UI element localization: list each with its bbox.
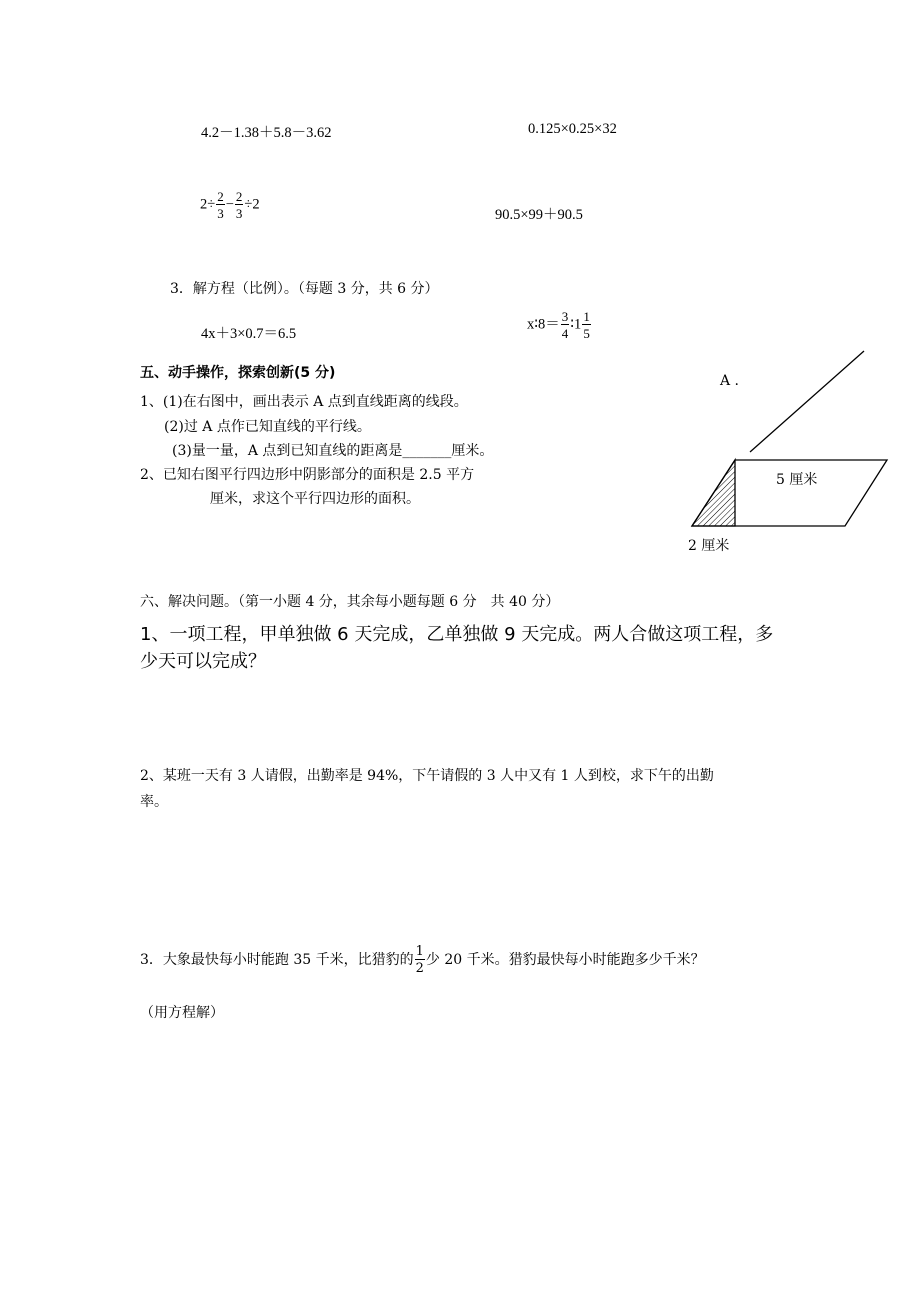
fraction: $\frac{2}{3}$ — [217, 189, 224, 221]
calc-expression-4: 90.5×99＋90.5 — [495, 207, 583, 223]
fraction: $\frac{1}{2}$ — [415, 944, 424, 976]
shaded-triangle — [692, 460, 735, 526]
expr-part: ∶1 — [570, 316, 582, 333]
given-line — [750, 351, 864, 452]
section-6-q2-line2: 率。 — [140, 794, 168, 810]
section-6-q2-line1: 2、某班一天有 3 人请假，出勤率是 94%，下午请假的 3 人中又有 1 人到校，求下午的出勤 — [140, 768, 714, 784]
section-5-q2-b: 厘米，求这个平行四边形的面积。 — [210, 491, 420, 507]
expr-part: ÷2 — [244, 196, 260, 213]
calc-expression-3 — [200, 190, 260, 220]
section-5-q1-a: 1、(1)在右图中，画出表示 A 点到直线距离的线段。 — [140, 394, 468, 410]
top-side-label: 5 厘米 — [776, 472, 818, 488]
geometry-figure — [680, 345, 910, 560]
section-6-heading: 六、解决问题。（第一小题 4 分，其余每小题每题 6 分 共 40 分） — [140, 594, 560, 610]
section-6-q1-line2: 少天可以完成？ — [140, 651, 266, 672]
expr-part: 2÷ — [200, 196, 216, 213]
fraction: $\frac{2}{3}$ — [235, 189, 243, 221]
fraction: $\frac{3}{4}$ — [561, 309, 569, 341]
bottom-side-label: 2 厘米 — [688, 538, 730, 554]
section-6-q1-line1: 1、一项工程，甲单独做 6 天完成，乙单独做 9 天完成。两人合做这项工程，多 — [140, 624, 774, 645]
section-5-q1-c: (3)量一量，A 点到已知直线的距离是_______厘米。 — [172, 443, 494, 459]
equation-2 — [527, 310, 592, 340]
fraction: $\frac{1}{5}$ — [583, 309, 590, 341]
point-a-label: A . — [720, 373, 740, 389]
expr-part: − — [225, 196, 234, 213]
calc-expression-1: 4.2－1.38＋5.8－3.62 — [201, 125, 332, 141]
section-5-heading: 五、动手操作，探索创新(5 分) — [140, 365, 336, 381]
text-part: 3．大象最快每小时能跑 35 千米，比猎豹的 — [140, 952, 414, 968]
section-6-q3-line2: （用方程解） — [140, 1005, 224, 1021]
equations-heading: 3．解方程（比例）。（每题 3 分，共 6 分） — [170, 281, 439, 297]
equation-1: 4x＋3×0.7＝6.5 — [201, 326, 297, 342]
section-5-q2-a: 2、已知右图平行四边形中阴影部分的面积是 2.5 平方 — [140, 467, 475, 483]
section-5-q1-b: (2)过 A 点作已知直线的平行线。 — [164, 419, 371, 435]
calc-expression-2: 0.125×0.25×32 — [528, 121, 617, 137]
text-part: 少 20 千米。猎豹最快每小时能跑多少千米？ — [425, 952, 705, 968]
expr-part: x∶8＝ — [527, 316, 560, 333]
section-6-q3-line1 — [140, 945, 705, 975]
